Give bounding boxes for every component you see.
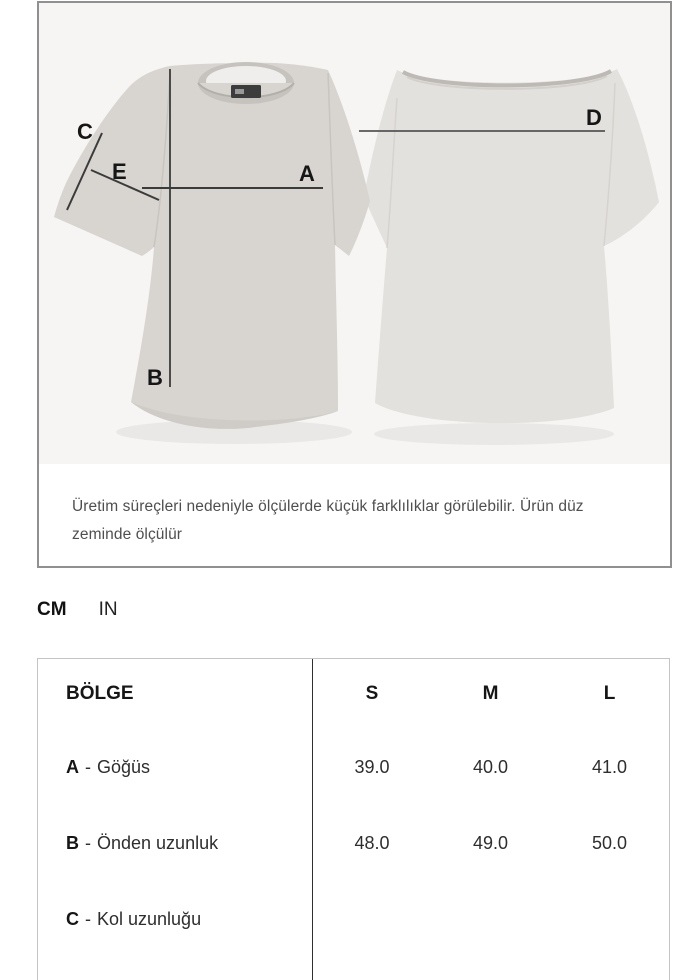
measure-label-D: D — [586, 105, 602, 130]
row-letter: C — [66, 908, 79, 929]
table-filler — [550, 957, 669, 980]
row-letter: A — [66, 756, 79, 777]
row-letter: B — [66, 832, 79, 853]
table-header-size-s: S — [312, 659, 431, 729]
table-filler — [312, 957, 431, 980]
unit-option-cm[interactable]: CM — [37, 599, 67, 620]
measurement-tolerance-note: Üretim süreçleri nedeniyle ölçülerde küçük farklılıklar görülebilir. Ürün düz zeminde ölçülür — [72, 498, 584, 543]
measure-label-C: C — [77, 119, 93, 144]
back-shirt-shadow — [374, 423, 614, 445]
table-filler — [431, 957, 550, 980]
table-header-size-l: L — [603, 683, 616, 704]
table-header-size-m: M — [482, 683, 499, 704]
size-guide-page — [0, 1, 700, 980]
table-value: 48.0 — [312, 805, 431, 881]
measure-label-A: A — [299, 161, 315, 186]
table-value: 49.0 — [472, 832, 509, 853]
table-filler — [38, 957, 312, 980]
size-table — [37, 658, 670, 980]
row-name: Göğüs — [97, 756, 151, 777]
measurement-guide-panel — [37, 1, 672, 568]
table-header-region: BÖLGE — [66, 683, 134, 704]
front-collar — [198, 62, 294, 104]
table-row-label — [38, 729, 312, 805]
table-value — [312, 881, 431, 957]
tshirt-measurement-figure — [39, 3, 670, 464]
table-value — [550, 881, 669, 957]
measure-label-B: B — [147, 365, 163, 390]
separator: - — [85, 832, 91, 853]
table-value: 41.0 — [591, 756, 628, 777]
separator: - — [85, 756, 91, 777]
unit-option-in[interactable]: IN — [98, 599, 118, 620]
table-row-label — [38, 805, 312, 881]
table-value — [431, 881, 550, 957]
table-value: 39.0 — [312, 729, 431, 805]
table-value: 40.0 — [472, 756, 509, 777]
tshirt-diagram-svg — [39, 3, 670, 464]
row-name: Önden uzunluk — [97, 832, 219, 853]
unit-toggle — [37, 599, 672, 621]
table-value: 50.0 — [591, 832, 628, 853]
separator: - — [85, 908, 91, 929]
measure-label-E: E — [112, 159, 127, 184]
table-row-label — [38, 881, 312, 957]
row-name: Kol uzunluğu — [97, 908, 202, 929]
